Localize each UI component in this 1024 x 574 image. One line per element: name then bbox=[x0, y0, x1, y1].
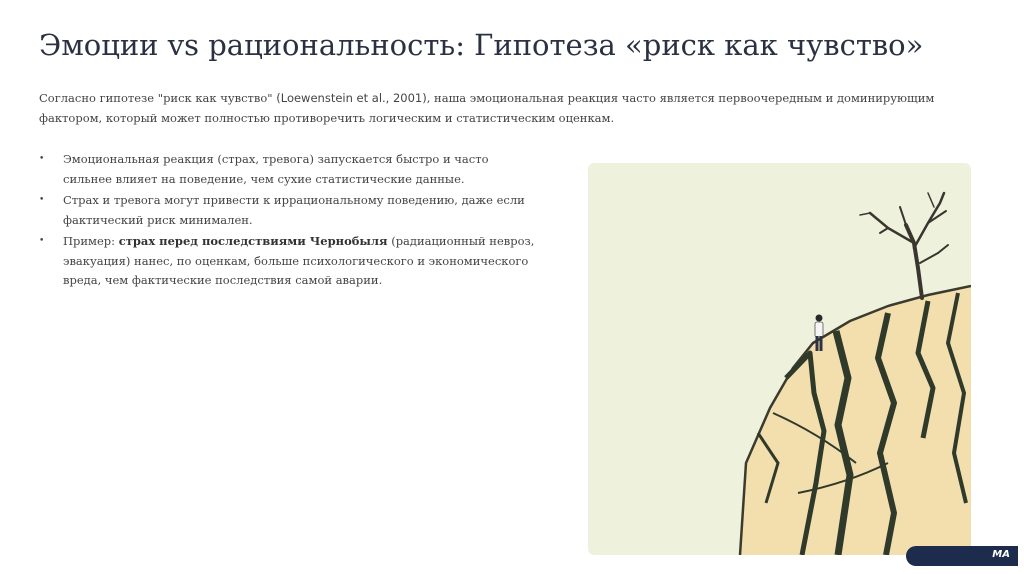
bullet-item bbox=[39, 191, 539, 230]
bullet-marker: • bbox=[39, 195, 45, 205]
bullet-text: Страх и тревога могут привести к иррациональному поведению, даже если фактический риск минимален. bbox=[63, 193, 525, 227]
intro-text-end: , наша эмоциональная реакция часто является первоочередным и доминирующим фактором, который может полностью противоречить логическим и статистическим оценкам. bbox=[39, 91, 935, 125]
intro-text-start: Согласно гипотезе "риск как чувство" bbox=[39, 91, 277, 105]
slide-title: Эмоции vs рациональность: Гипотеза «риск как чувство» bbox=[39, 28, 924, 62]
bullet-bold-text: страх перед последствиями Чернобыля bbox=[118, 234, 388, 248]
brand-logo bbox=[906, 546, 1018, 566]
bullet-prefix: Пример: bbox=[63, 234, 119, 248]
bullet-item bbox=[39, 232, 539, 291]
bullet-marker: • bbox=[39, 236, 45, 246]
cliff-illustration bbox=[588, 163, 971, 555]
intro-citation: (Loewenstein et al., 2001) bbox=[276, 91, 427, 105]
intro-paragraph bbox=[39, 89, 984, 128]
bullet-item bbox=[39, 150, 539, 189]
bullet-text: Эмоциональная реакция (страх, тревога) запускается быстро и часто сильнее влияет на поведение, чем сухие статистические данные. bbox=[63, 152, 489, 186]
bullet-suffix: (радиационный невроз, эвакуация) нанес, по оценкам, больше психологического и экономического вреда, чем фактические последствия самой аварии. bbox=[63, 234, 535, 287]
logo-text: MA bbox=[992, 549, 1010, 560]
bullet-marker: • bbox=[39, 154, 45, 164]
bullet-list bbox=[39, 150, 539, 293]
